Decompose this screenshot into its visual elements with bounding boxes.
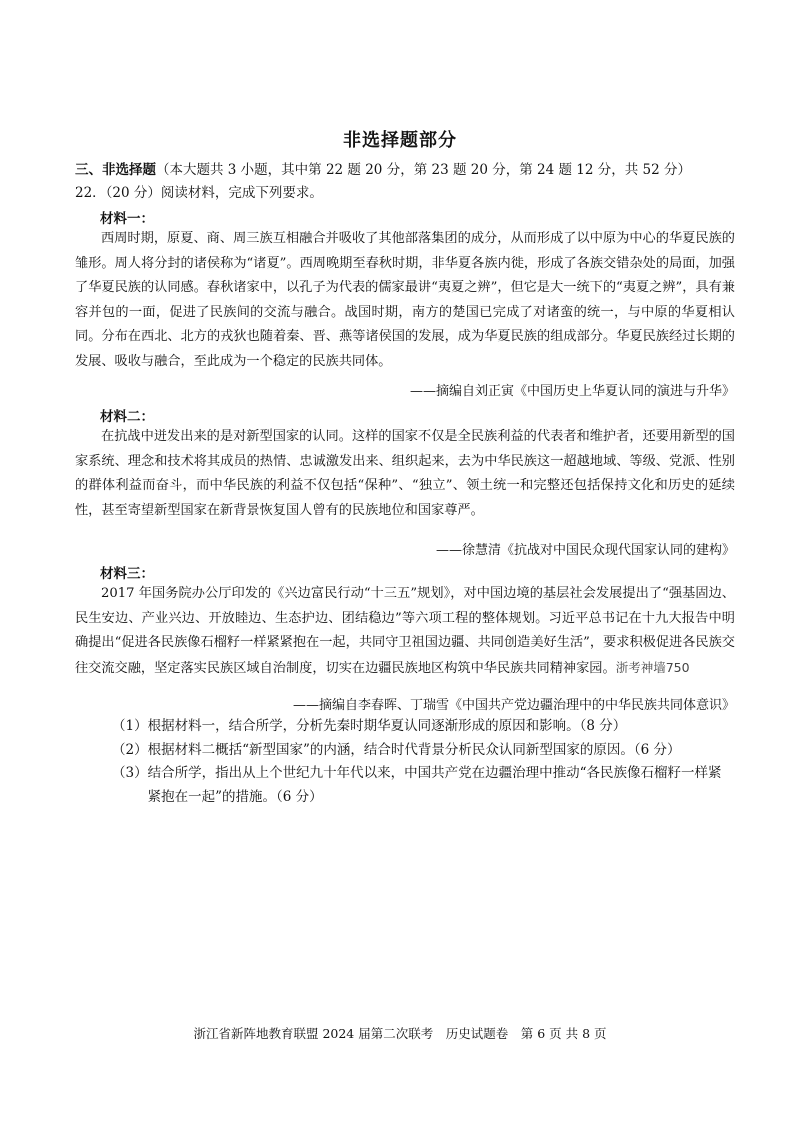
sub-question-text: 结合所学，指出从上个世纪九十年代以来，中国共产党在边疆治理中推动“各民族像石榴籽一样紧紧抱在一起”的措施。（6 分）: [147, 765, 722, 805]
material-1-source: ——摘编自刘正寅《中国历史上华夏认同的演进与升华》: [409, 384, 735, 399]
section-note: （本大题共 3 小题，其中第 22 题 20 分，第 23 题 20 分，第 24 题 12 分，共 52 分）: [156, 162, 691, 178]
material-1-text: 西周时期，原夏、商、周三族互相融合并吸收了其他部落集团的成分，从而形成了以中原为中心的华夏民族的雏形。周人将分封的诸侯称为“诸夏”。西周晚期至春秋时期，非华夏各族内徙，形成了各族交错杂处的局面，加强了华夏民族的认同感。春秋诸家中，以孔子为代表的儒家最讲“夷夏之辨”，但它是大一统下的“夷夏之辨”，具有兼容并包的一面，促进了民族间的交流与融合。战国时期，南方的楚国已完成了对诸蛮的统一，与中原的华夏相认同。分布在西北、北方的戎狄也随着秦、晋、燕等诸侯国的发展，成为华夏民族的组成部分。华夏民族经过长期的发展、吸收与融合，至此成为一个稳定的民族共同体。: [75, 231, 735, 369]
sub-question-3: [112, 762, 732, 809]
material-3-body: 2017 年国务院办公厅印发的《兴边富民行动“十三五”规划》，对中国边境的基层社会发展提出了“强基固边、民生安边、产业兴边、开放睦边、生态护边、团结稳边”等六项工程的整体规划。习近平总书记在十九大报告中明确提出“促进各民族像石榴籽一样紧紧抱在一起，共同守卫祖国边疆、共同创造美好生活”，要求积极促进各民族交往交流交融，坚定落实民族区域自治制度，切实在边疆民族地区构筑中华民族共同精神家园。: [75, 586, 735, 676]
sub-question-list: [112, 715, 732, 809]
material-2-label: 材料二：: [100, 409, 154, 425]
material-2-source: ——徐慧清《抗战对中国民众现代国家认同的建构》: [435, 543, 735, 558]
sub-question-number: （3）: [112, 765, 148, 781]
page-footer: 浙江省新阵地教育联盟 2024 届第二次联考 历史试题卷 第 6 页 共 8 页: [193, 1026, 607, 1041]
sub-question-number: （1）: [112, 718, 148, 734]
sub-question-text: 根据材料二概括“新型国家”的内涵，结合时代背景分析民众认同新型国家的原因。（6 分）: [147, 741, 681, 758]
section-heading: [75, 158, 735, 178]
material-1-label: 材料一：: [100, 211, 154, 227]
question-header: [75, 181, 323, 201]
material-2-text: 在抗战中迸发出来的是对新型国家的认同。这样的国家不仅是全民族利益的代表者和维护者，还要用新型的国家系统、理念和技术将其成员的热情、忠诚激发出来、组织起来，去为中华民族这一超越地域、等级、党派、性别的群体利益而奋斗，而中华民族的利益不仅包括“保种”、“独立”、领土统一和完整还包括保持文化和历史的延续性，甚至寄望新型国家在新背景恢复国人曾有的民族地位和国家尊严。: [75, 429, 735, 518]
material-3-label: 材料三：: [100, 566, 154, 582]
watermark-text: 浙考神墙750: [615, 659, 690, 675]
material-3-text: [75, 582, 735, 681]
sub-question-2: [112, 739, 732, 763]
sub-question-text: 根据材料一，结合所学，分析先秦时期华夏认同逐渐形成的原因和影响。（8 分）: [147, 718, 627, 734]
sub-question-1: [112, 715, 732, 739]
material-3-source: ——摘编自李春晖、丁瑞雪《中国共产党边疆治理中的中华民族共同体意识》: [292, 698, 735, 713]
sub-question-number: （2）: [112, 741, 148, 758]
question-number: 22．（20 分）: [75, 185, 161, 201]
question-instruction: 阅读材料，完成下列要求。: [160, 185, 323, 201]
section-label: 三、非选择题: [75, 162, 156, 178]
page-title: 非选择题部分: [343, 130, 457, 151]
